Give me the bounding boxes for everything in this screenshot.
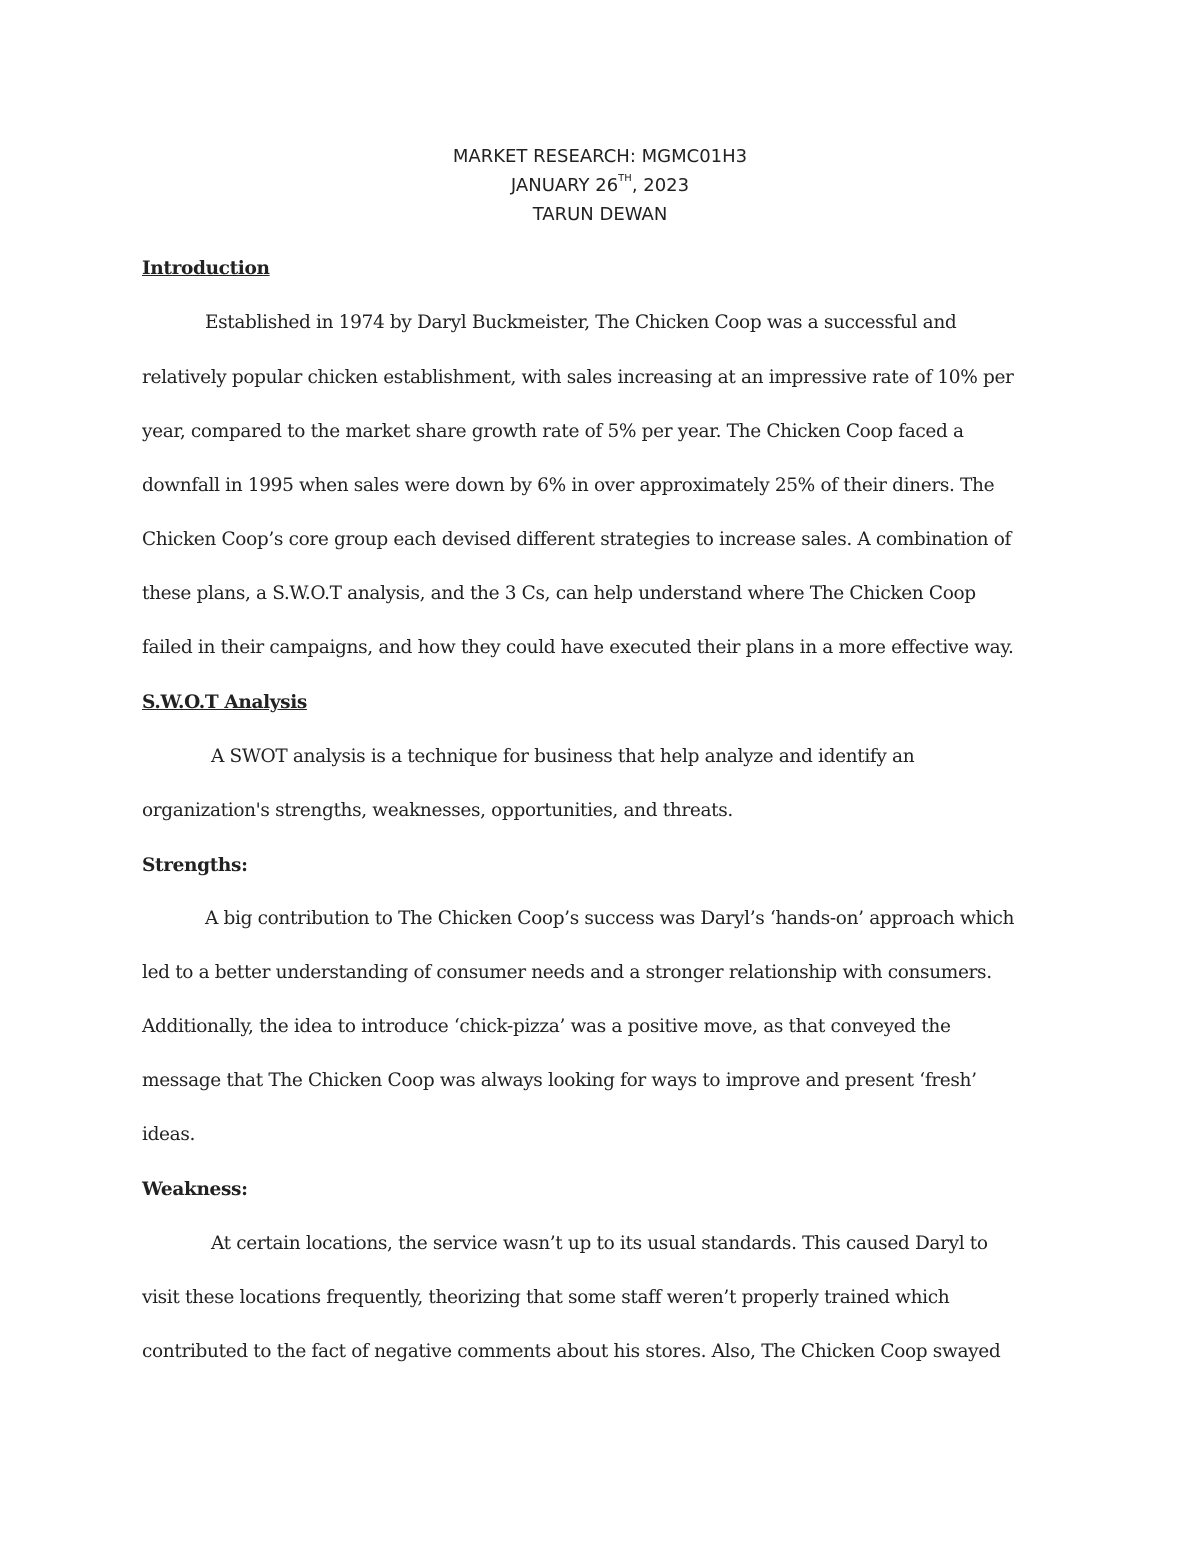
author-name: TARUN DEWAN xyxy=(532,204,668,225)
strengths-line: Additionally, the idea to introduce ‘chick-pizza’ was a positive move, as that conveyed the xyxy=(142,1016,951,1037)
document-date: JANUARY 26TH, 2023 xyxy=(510,173,690,196)
weakness-line: contributed to the fact of negative comments about his stores. Also, The Chicken Coop swayed xyxy=(142,1341,1001,1362)
introduction-line: Established in 1974 by Daryl Buckmeister, The Chicken Coop was a successful and xyxy=(205,312,957,333)
swot-line: organization's strengths, weaknesses, opportunities, and threats. xyxy=(142,800,733,821)
strengths-line: message that The Chicken Coop was always looking for ways to improve and present ‘fresh’ xyxy=(142,1070,977,1091)
strengths-line: led to a better understanding of consumer needs and a stronger relationship with consumers. xyxy=(142,962,992,983)
swot-heading: S.W.O.T Analysis xyxy=(142,692,307,713)
swot-line: A SWOT analysis is a technique for business that help analyze and identify an xyxy=(211,746,915,767)
strengths-line: A big contribution to The Chicken Coop’s success was Daryl’s ‘hands-on’ approach which xyxy=(205,908,1015,929)
introduction-line: these plans, a S.W.O.T analysis, and the 3 Cs, can help understand where The Chicken Coop xyxy=(142,583,976,604)
weakness-heading: Weakness: xyxy=(142,1179,248,1200)
introduction-line: Chicken Coop’s core group each devised different strategies to increase sales. A combination of xyxy=(142,529,1012,550)
introduction-heading: Introduction xyxy=(142,258,270,279)
strengths-heading: Strengths: xyxy=(142,855,248,876)
weakness-line: visit these locations frequently, theorizing that some staff weren’t properly trained which xyxy=(142,1287,950,1308)
introduction-line: year, compared to the market share growth rate of 5% per year. The Chicken Coop faced a xyxy=(142,421,964,442)
course-title: MARKET RESEARCH: MGMC01H3 xyxy=(452,146,748,167)
introduction-line: failed in their campaigns, and how they could have executed their plans in a more effective way. xyxy=(142,637,1014,658)
introduction-line: relatively popular chicken establishment, with sales increasing at an impressive rate of 10% per xyxy=(142,367,1014,388)
weakness-line: At certain locations, the service wasn’t up to its usual standards. This caused Daryl to xyxy=(211,1233,988,1254)
introduction-line: downfall in 1995 when sales were down by 6% in over approximately 25% of their diners. The xyxy=(142,475,995,496)
document-header xyxy=(0,142,1200,229)
strengths-line: ideas. xyxy=(142,1124,196,1145)
